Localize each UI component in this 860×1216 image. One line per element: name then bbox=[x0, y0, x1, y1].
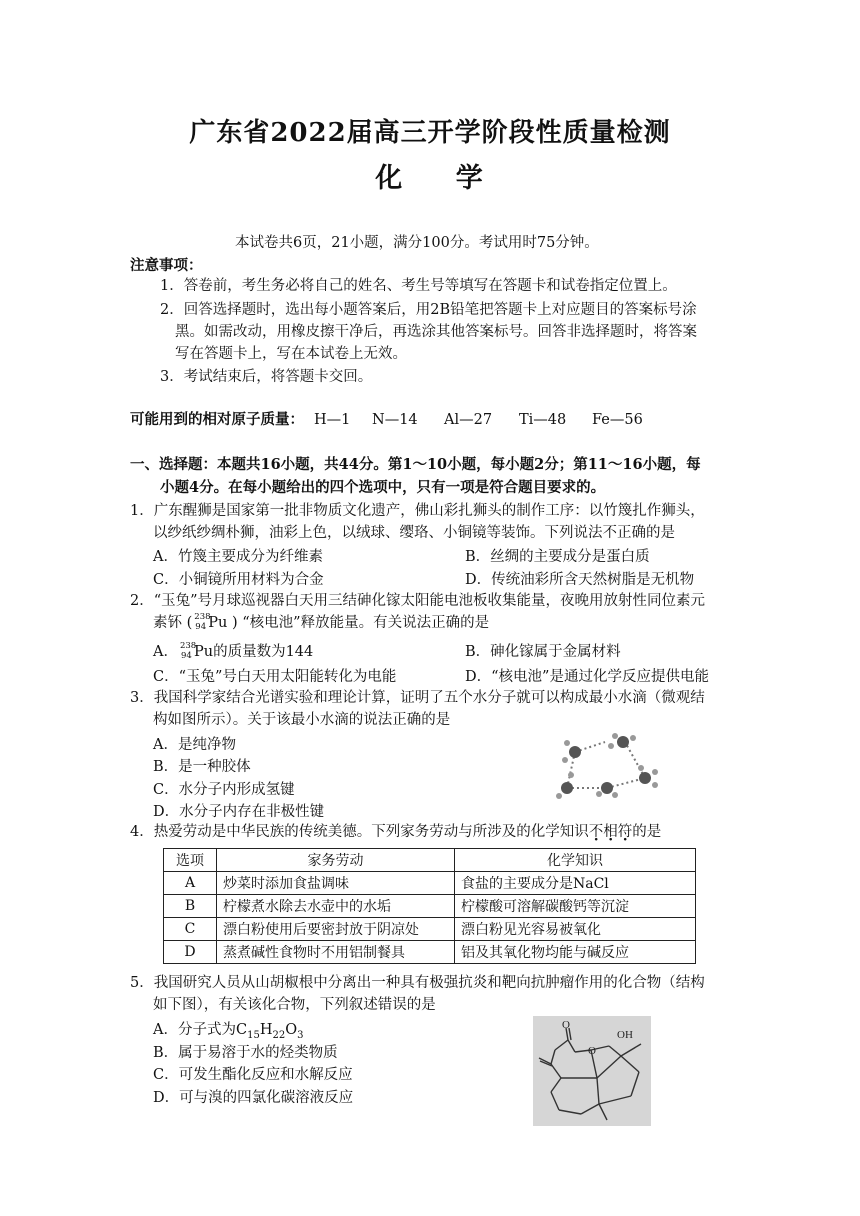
q1-option-a: A．竹篾主要成分为纤维素 bbox=[153, 549, 323, 565]
section-heading-cont: 小题4分。在每小题给出的四个选项中，只有一项是符合题目要求的。 bbox=[160, 479, 606, 496]
table-header: 家务劳动 bbox=[217, 849, 455, 872]
atomic-mass-ti: Ti—48 bbox=[519, 412, 567, 428]
q3-option-c: C．水分子内形成氢键 bbox=[153, 782, 295, 798]
q1-stem: 1．广东醒狮是国家第一批非物质文化遗产，佛山彩扎狮头的制作工序：以竹篾扎作狮头， bbox=[130, 503, 705, 519]
q5-option-c: C．可发生酯化反应和水解反应 bbox=[153, 1067, 353, 1083]
q2-stem-cont: 素钚 ( 238 94 Pu ) “核电池”释放能量。有关说法正确的是 bbox=[153, 612, 490, 632]
notice-heading: 注意事项： bbox=[130, 257, 203, 274]
table-cell: 漂白粉见光容易被氧化 bbox=[455, 918, 696, 941]
table-cell: 食盐的主要成分是NaCl bbox=[455, 872, 696, 895]
notice-item: 1．答卷前，考生务必将自己的姓名、考生号等填写在答题卡和试卷指定位置上。 bbox=[160, 278, 677, 294]
atomic-mass-fe: Fe—56 bbox=[592, 412, 643, 428]
struct-label-oh: OH bbox=[617, 1029, 633, 1041]
table-cell: 铝及其氧化物均能与碱反应 bbox=[455, 941, 696, 964]
struct-label-o1: O bbox=[562, 1019, 570, 1031]
q3-stem: 3．我国科学家结合光谱实验和理论计算，证明了五个水分子就可以构成最小水滴（微观结 bbox=[130, 690, 705, 706]
q5-option-d: D．可与溴的四氯化碳溶液反应 bbox=[153, 1090, 354, 1106]
q1-option-d: D．传统油彩所含天然树脂是无机物 bbox=[465, 572, 695, 588]
atomic-mass-label: 可能用到的相对原子质量： bbox=[130, 411, 304, 428]
table-header-row bbox=[164, 849, 696, 872]
water-cluster-figure bbox=[545, 730, 675, 805]
q5-stem-cont: 如下图），有关该化合物，下列叙述错误的是 bbox=[153, 997, 436, 1013]
table-cell: C bbox=[164, 918, 217, 941]
q5-stem: 5．我国研究人员从山胡椒根中分离出一种具有极强抗炎和靶向抗肿瘤作用的化合物（结构 bbox=[130, 975, 705, 991]
compound-structure-figure bbox=[533, 1016, 651, 1126]
q2-stem: 2．“玉兔”号月球巡视器白天用三结砷化镓太阳能电池板收集能量，夜晚用放射性同位素元 bbox=[130, 593, 706, 609]
q1-stem-cont: 以纱纸纱绸朴狮，油彩上色，以绒球、缨珞、小铜镜等装饰。下列说法不正确的是 bbox=[153, 525, 675, 541]
table-header: 化学知识 bbox=[455, 849, 696, 872]
q5-option-b: B．属于易溶于水的烃类物质 bbox=[153, 1045, 338, 1061]
table-row bbox=[164, 941, 696, 964]
table-cell: D bbox=[164, 941, 217, 964]
q3-option-a: A．是纯净物 bbox=[153, 737, 236, 753]
table-row bbox=[164, 918, 696, 941]
q1-option-b: B．丝绸的主要成分是蛋白质 bbox=[465, 549, 650, 565]
table-header: 选项 bbox=[164, 849, 217, 872]
table-row bbox=[164, 872, 696, 895]
table-cell: A bbox=[164, 872, 217, 895]
q3-option-b: B．是一种胶体 bbox=[153, 759, 251, 775]
q5-option-a: A．分子式为$C_{15}H_{22}O_3$ bbox=[153, 1022, 304, 1041]
atomic-mass-n: N—14 bbox=[372, 412, 418, 428]
q2-option-a: A． 238 94 Pu的质量数为144 bbox=[153, 641, 314, 661]
section-heading: 一、选择题：本题共16小题，共44分。第1～10小题，每小题2分；第11～16小题，每 bbox=[130, 456, 701, 473]
q3-stem-cont: 构如图所示）。关于该最小水滴的说法正确的是 bbox=[153, 712, 451, 728]
table-cell: 蒸煮碱性食物时不用铝制餐具 bbox=[217, 941, 455, 964]
atomic-mass-h: H—1 bbox=[314, 412, 351, 428]
chores-table bbox=[163, 848, 696, 964]
q1-option-c: C．小铜镜所用材料为合金 bbox=[153, 572, 324, 588]
q2-option-c: C．“玉兔”号白天用太阳能转化为电能 bbox=[153, 669, 397, 685]
isotope-notation: 238 94 bbox=[179, 641, 197, 661]
atomic-mass-al: Al—27 bbox=[444, 412, 493, 428]
q2-option-d: D．“核电池”是通过化学反应提供电能 bbox=[465, 669, 709, 685]
table-cell: 漂白粉使用后要密封放于阴凉处 bbox=[217, 918, 455, 941]
q4-stem: 4．热爱劳动是中华民族的传统美德。下列家务劳动与所涉及的化学知识不相符的是 bbox=[130, 824, 662, 840]
struct-label-o2: O bbox=[588, 1045, 596, 1057]
q2-option-b: B．砷化镓属于金属材料 bbox=[465, 644, 621, 660]
exam-title: 广东省2022届高三开学阶段性质量检测 bbox=[189, 118, 671, 148]
table-cell: 柠檬酸可溶解碳酸钙等沉淀 bbox=[455, 895, 696, 918]
notice-item: 写在答题卡上，写在本试卷上无效。 bbox=[175, 346, 407, 362]
notice-item: 黑。如需改动，用橡皮擦干净后，再选涂其他答案标号。回答非选择题时，将答案 bbox=[175, 324, 697, 340]
subject-title: 化 学 bbox=[375, 163, 505, 194]
notice-item: 3．考试结束后，将答题卡交回。 bbox=[160, 369, 373, 385]
q3-option-d: D．水分子内存在非极性键 bbox=[153, 804, 325, 820]
table-cell: B bbox=[164, 895, 217, 918]
notice-item: 2．回答选择题时，选出每小题答案后，用2B铅笔把答题卡上对应题目的答案标号涂 bbox=[160, 302, 697, 318]
table-cell: 柠檬煮水除去水壶中的水垢 bbox=[217, 895, 455, 918]
table-row bbox=[164, 895, 696, 918]
table-cell: 炒菜时添加食盐调味 bbox=[217, 872, 455, 895]
isotope-notation: 238 94 bbox=[194, 612, 211, 632]
exam-intro: 本试卷共6页，21小题，满分100分。考试用时75分钟。 bbox=[235, 235, 599, 251]
